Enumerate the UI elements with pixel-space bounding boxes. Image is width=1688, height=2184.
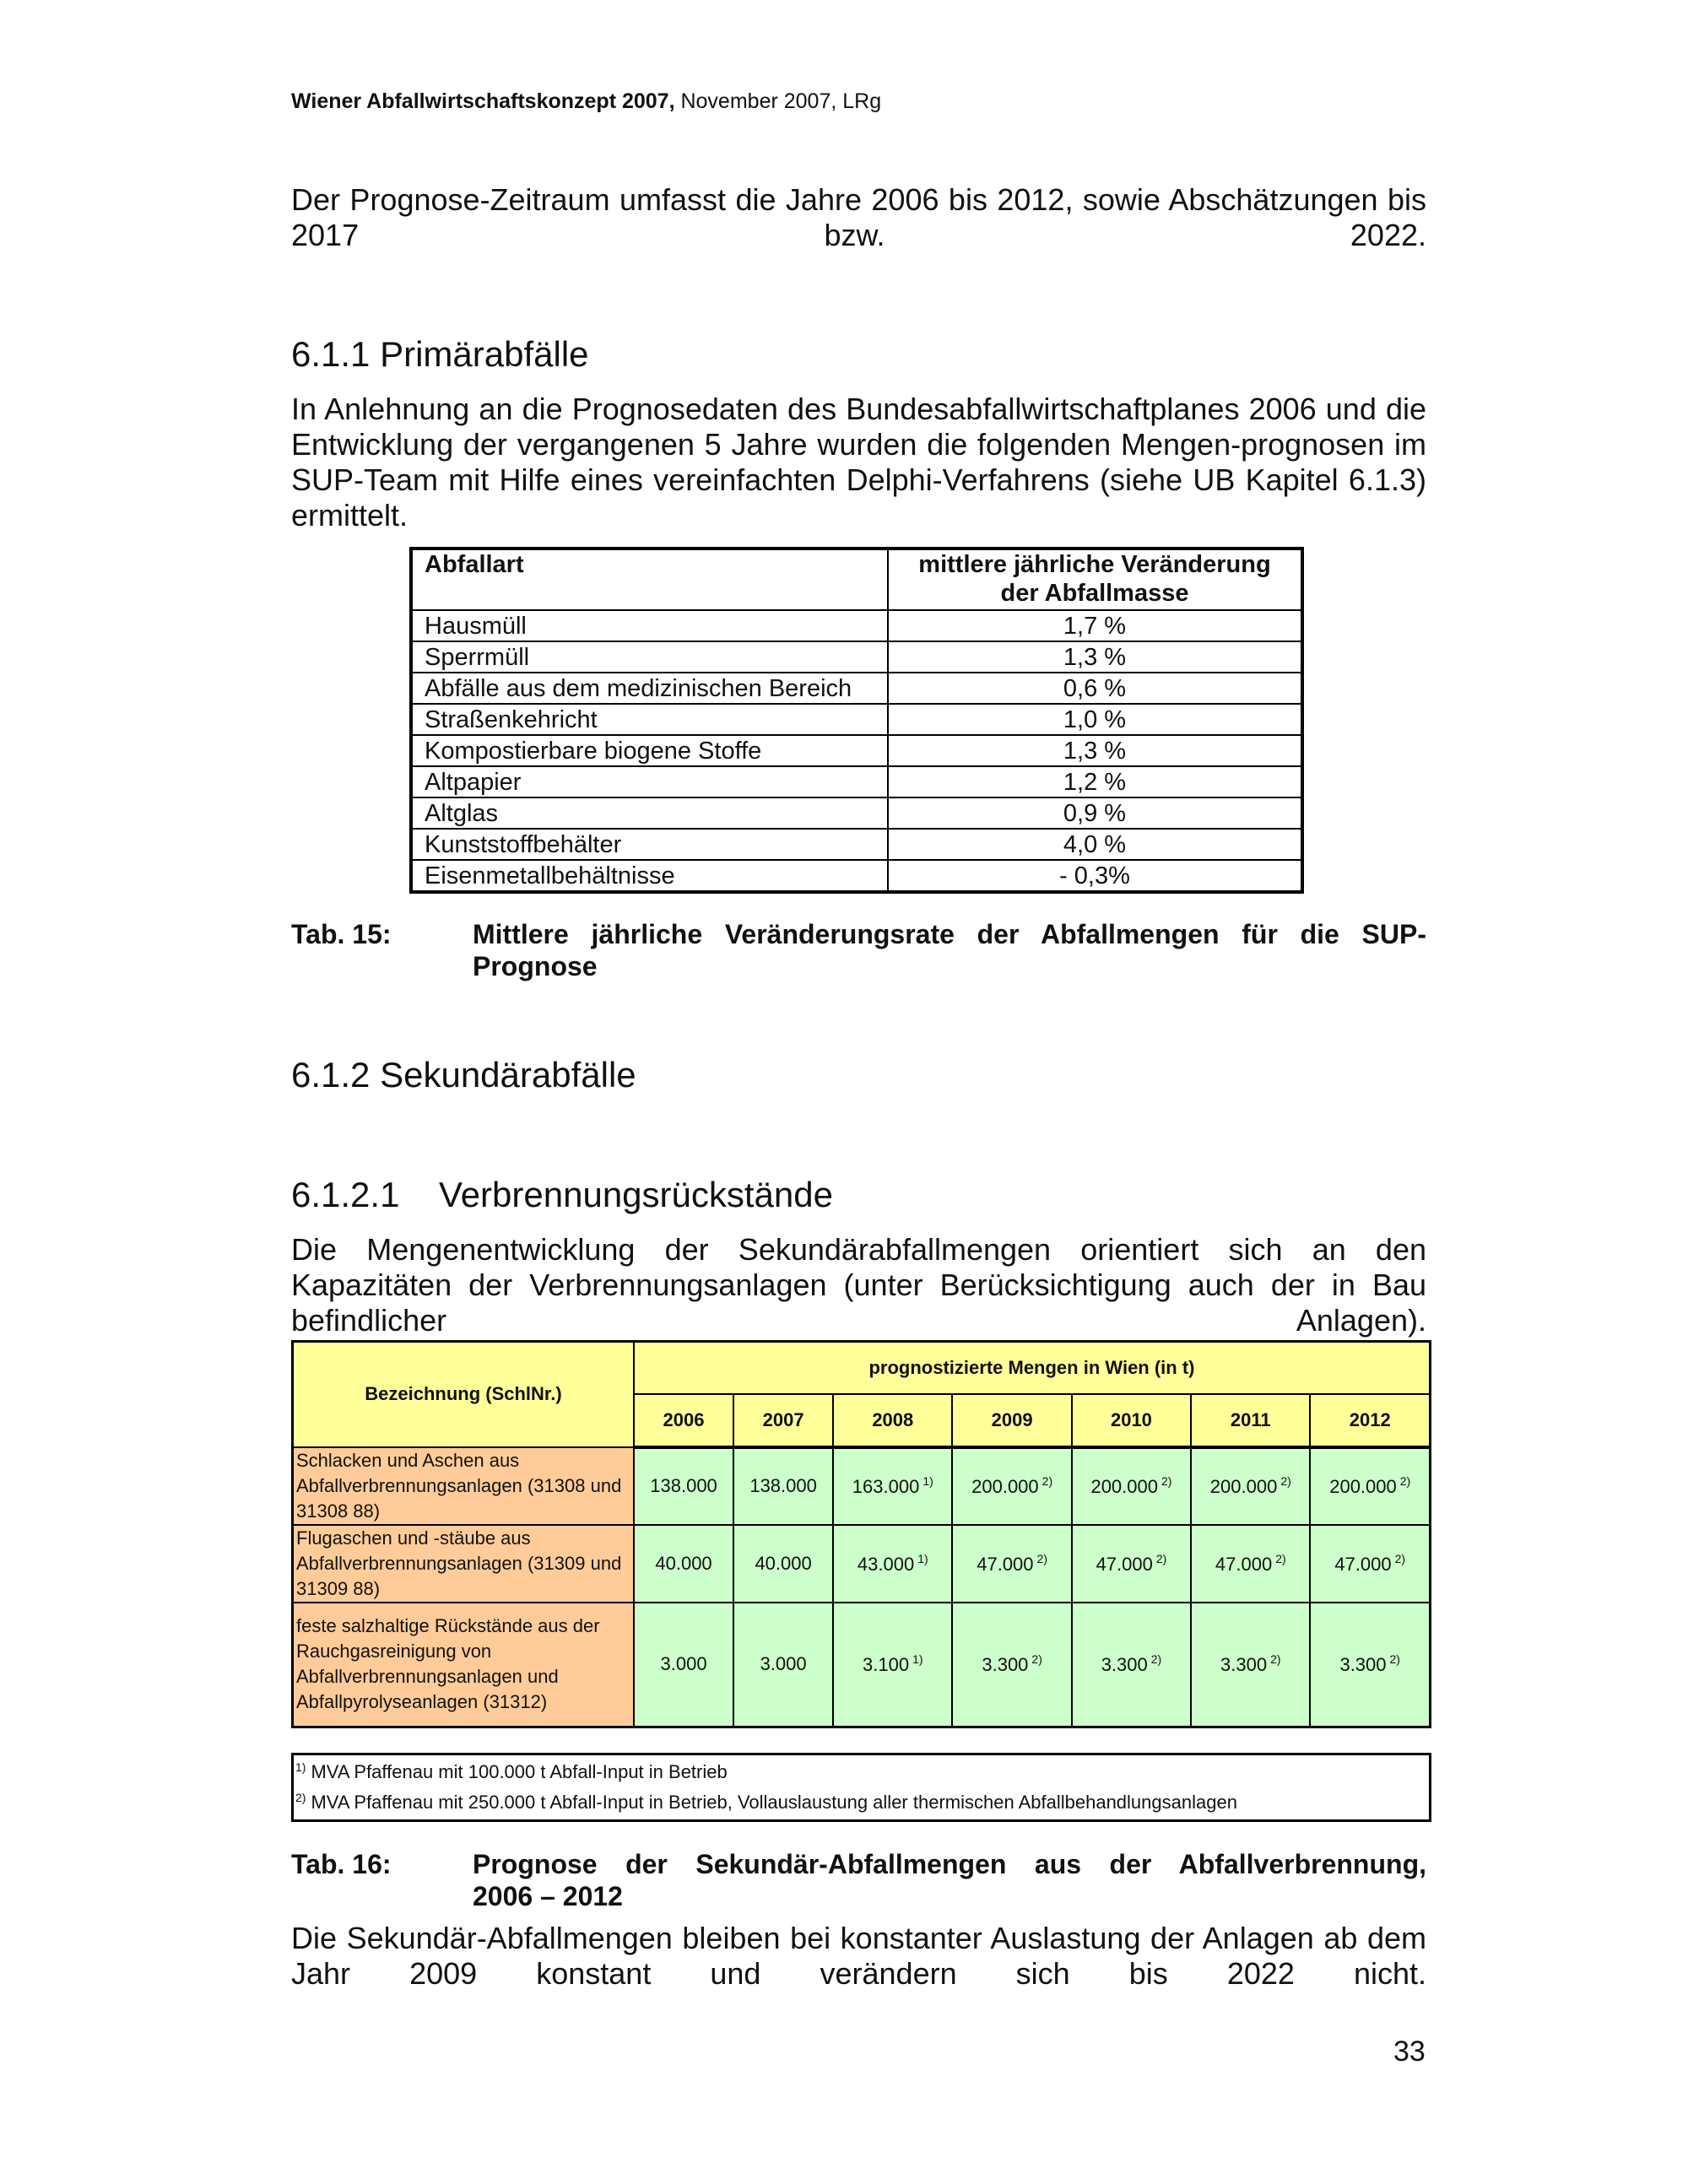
caption-line-2: Prognose xyxy=(473,951,598,981)
waste-type: Altpapier xyxy=(411,766,888,797)
waste-type: Altglas xyxy=(411,797,888,829)
residue-name: Flugaschen und -stäube aus Abfallverbrennungsanlagen (31309 und 31309 88) xyxy=(293,1525,635,1603)
table-row xyxy=(293,1525,1431,1603)
value-cell xyxy=(733,1525,833,1603)
value-cell xyxy=(1310,1525,1430,1603)
footnote-mark: 2) xyxy=(1270,1652,1281,1667)
change-rate: 0,9 % xyxy=(888,797,1302,829)
value-cell xyxy=(1191,1525,1310,1603)
table-15 xyxy=(409,547,1304,894)
table-15-header xyxy=(411,549,1302,610)
value: 47.000 xyxy=(1334,1553,1392,1575)
change-rate: 4,0 % xyxy=(888,829,1302,860)
value: 3.300 xyxy=(1101,1654,1148,1676)
footnote-mark: 2) xyxy=(295,1791,306,1804)
year-header: 2010 xyxy=(1072,1394,1191,1447)
waste-type: Hausmüll xyxy=(411,610,888,641)
footnote-mark: 2) xyxy=(1036,1551,1047,1565)
change-rate: - 0,3% xyxy=(888,860,1302,892)
footnote-mark: 1) xyxy=(917,1551,928,1565)
footnote-mark: 2) xyxy=(1389,1652,1400,1667)
table-row xyxy=(411,610,1302,641)
footnote-mark: 2) xyxy=(1150,1652,1162,1667)
value-cell xyxy=(952,1525,1071,1603)
table-16-footnotes xyxy=(291,1753,1431,1822)
value: 3.300 xyxy=(1339,1654,1387,1676)
footnote-mark: 2) xyxy=(1394,1551,1406,1565)
footnote-mark: 2) xyxy=(1041,1474,1053,1488)
change-rate: 1,0 % xyxy=(888,704,1302,735)
waste-type: Kompostierbare biogene Stoffe xyxy=(411,735,888,766)
footnote-mark: 2) xyxy=(1280,1474,1291,1488)
table-row xyxy=(411,766,1302,797)
intro-paragraph: Der Prognose-Zeitraum umfasst die Jahre 2006 bis 2012, sowie Abschätzungen bis 2017 bzw. 2022. xyxy=(291,182,1426,252)
value-cell xyxy=(733,1603,833,1727)
table-row xyxy=(411,641,1302,673)
heading-6-1-2-1 xyxy=(291,1175,833,1215)
table-row xyxy=(411,704,1302,735)
table-16-col-bezeichnung: Bezeichnung (SchlNr.) xyxy=(293,1342,635,1447)
value-cell xyxy=(833,1525,952,1603)
footnote-text: MVA Pfaffenau mit 250.000 t Abfall-Input in Betrieb, Vollauslaustung aller thermischen Abfallbehandlungsanlagen xyxy=(311,1792,1237,1813)
table-16 xyxy=(291,1340,1431,1728)
caption-label: Tab. 16: xyxy=(291,1849,392,1879)
value: 3.300 xyxy=(1220,1654,1268,1676)
table-16-group-header: prognostizierte Mengen in Wien (in t) xyxy=(634,1342,1431,1394)
value-cell xyxy=(1072,1603,1191,1727)
waste-type: Straßenkehricht xyxy=(411,704,888,735)
residue-name: feste salzhaltige Rückstände aus der Rauchgasreinigung von Abfallverbrennungsanlagen und Abfallpyrolyseanlagen (31312) xyxy=(293,1603,635,1727)
value-cell xyxy=(833,1603,952,1727)
value-cell xyxy=(634,1603,733,1727)
page-number: 33 xyxy=(1393,2035,1426,2068)
change-rate: 0,6 % xyxy=(888,673,1302,704)
table-row xyxy=(411,860,1302,892)
change-rate: 1,2 % xyxy=(888,766,1302,797)
waste-type: Kunststoffbehälter xyxy=(411,829,888,860)
value: 3.000 xyxy=(660,1653,707,1675)
value-cell xyxy=(634,1447,733,1525)
value: 47.000 xyxy=(1215,1553,1273,1575)
table-row xyxy=(411,829,1302,860)
year-header: 2011 xyxy=(1191,1394,1310,1447)
value: 3.000 xyxy=(760,1653,807,1675)
table-row xyxy=(293,1603,1431,1727)
value: 3.300 xyxy=(982,1654,1029,1676)
year-header: 2007 xyxy=(733,1394,833,1447)
value-cell xyxy=(634,1525,733,1603)
table-15-col-abfallart: Abfallart xyxy=(411,549,888,610)
value: 163.000 xyxy=(852,1476,920,1497)
caption-line-2: 2006 – 2012 xyxy=(473,1881,623,1911)
header-title-bold: Wiener Abfallwirtschaftskonzept 2007, xyxy=(291,89,675,113)
change-rate: 1,3 % xyxy=(888,735,1302,766)
year-header: 2012 xyxy=(1310,1394,1430,1447)
value-cell xyxy=(1310,1603,1430,1727)
footnote-1 xyxy=(295,1760,728,1783)
caption-line-1: Prognose der Sekundär-Abfallmengen aus der Abfallverbrennung, xyxy=(473,1849,1426,1879)
footnote-mark: 2) xyxy=(1031,1652,1042,1667)
value: 200.000 xyxy=(1090,1476,1158,1497)
change-rate: 1,7 % xyxy=(888,610,1302,641)
table-row xyxy=(411,735,1302,766)
footnote-mark: 1) xyxy=(295,1760,306,1774)
table-row xyxy=(411,797,1302,829)
footnote-mark: 2) xyxy=(1275,1551,1286,1565)
value-cell xyxy=(952,1447,1071,1525)
value: 47.000 xyxy=(1096,1553,1153,1575)
header-title-rest: November 2007, LRg xyxy=(674,89,882,113)
footnote-text: MVA Pfaffenau mit 100.000 t Abfall-Input in Betrieb xyxy=(311,1761,728,1782)
value: 43.000 xyxy=(857,1553,915,1575)
value-cell xyxy=(1191,1447,1310,1525)
waste-type: Sperrmüll xyxy=(411,641,888,673)
paragraph-incineration: Die Mengenentwicklung der Sekundärabfallmengen orientiert sich an den Kapazitäten der Verbrennungsanlagen (unter Berücksichtigung auch der in Bau befindlicher Anlagen). xyxy=(291,1232,1426,1338)
table-row xyxy=(411,673,1302,704)
value: 200.000 xyxy=(1209,1476,1278,1497)
heading-title: Verbrennungsrückstände xyxy=(439,1175,833,1214)
value: 138.000 xyxy=(749,1475,817,1496)
year-header: 2009 xyxy=(952,1394,1071,1447)
heading-6-1-1: 6.1.1 Primärabfälle xyxy=(291,334,589,374)
closing-paragraph: Die Sekundär-Abfallmengen bleiben bei konstanter Auslastung der Anlagen ab dem Jahr 2009 konstant und verändern sich bis 2022 nicht. xyxy=(291,1921,1426,1991)
value-cell xyxy=(1191,1603,1310,1727)
footnote-mark: 2) xyxy=(1155,1551,1167,1565)
footnote-mark: 1) xyxy=(912,1652,923,1667)
footnote-2 xyxy=(295,1791,1237,1814)
value-cell xyxy=(833,1447,952,1525)
table-row xyxy=(293,1447,1431,1525)
footnote-mark: 2) xyxy=(1399,1474,1411,1488)
running-header xyxy=(291,89,881,114)
value: 40.000 xyxy=(755,1552,812,1574)
residue-name: Schlacken und Aschen aus Abfallverbrennungsanlagen (31308 und 31308 88) xyxy=(293,1447,635,1525)
waste-type: Abfälle aus dem medizinischen Bereich xyxy=(411,673,888,704)
year-header: 2008 xyxy=(833,1394,952,1447)
value: 200.000 xyxy=(971,1476,1039,1497)
table-16-header-1 xyxy=(293,1342,1431,1394)
change-rate: 1,3 % xyxy=(888,641,1302,673)
paragraph-primary-waste: In Anlehnung an die Prognosedaten des Bundesabfallwirtschaftplanes 2006 und die Entwicklung der vergangenen 5 Jahre wurden die folgenden Mengen-prognosen im SUP-Team mit Hilfe eines vereinfachten Delphi-Verfahrens (siehe UB Kapitel 6.1.3) ermittelt. xyxy=(291,392,1426,532)
value-cell xyxy=(952,1603,1071,1727)
value-cell xyxy=(1072,1447,1191,1525)
value: 40.000 xyxy=(655,1552,712,1574)
caption-text xyxy=(473,1848,1426,1912)
heading-6-1-2: 6.1.2 Sekundärabfälle xyxy=(291,1055,636,1095)
value: 3.100 xyxy=(863,1654,910,1676)
waste-type: Eisenmetallbehältnisse xyxy=(411,860,888,892)
footnote-mark: 2) xyxy=(1160,1474,1172,1488)
footnote-mark: 1) xyxy=(922,1474,933,1488)
value: 138.000 xyxy=(650,1475,717,1496)
caption-text xyxy=(473,918,1426,982)
caption-line-1: Mittlere jährliche Veränderungsrate der Abfallmengen für die SUP- xyxy=(473,919,1426,949)
value-cell xyxy=(733,1447,833,1525)
value-cell xyxy=(1310,1447,1430,1525)
value: 200.000 xyxy=(1329,1476,1397,1497)
caption-label: Tab. 15: xyxy=(291,919,392,949)
value-cell xyxy=(1072,1525,1191,1603)
year-header: 2006 xyxy=(634,1394,733,1447)
value: 47.000 xyxy=(977,1553,1034,1575)
heading-number: 6.1.2.1 xyxy=(291,1175,400,1214)
table-15-col-change: mittlere jährliche Veränderung der Abfallmasse xyxy=(888,549,1302,610)
